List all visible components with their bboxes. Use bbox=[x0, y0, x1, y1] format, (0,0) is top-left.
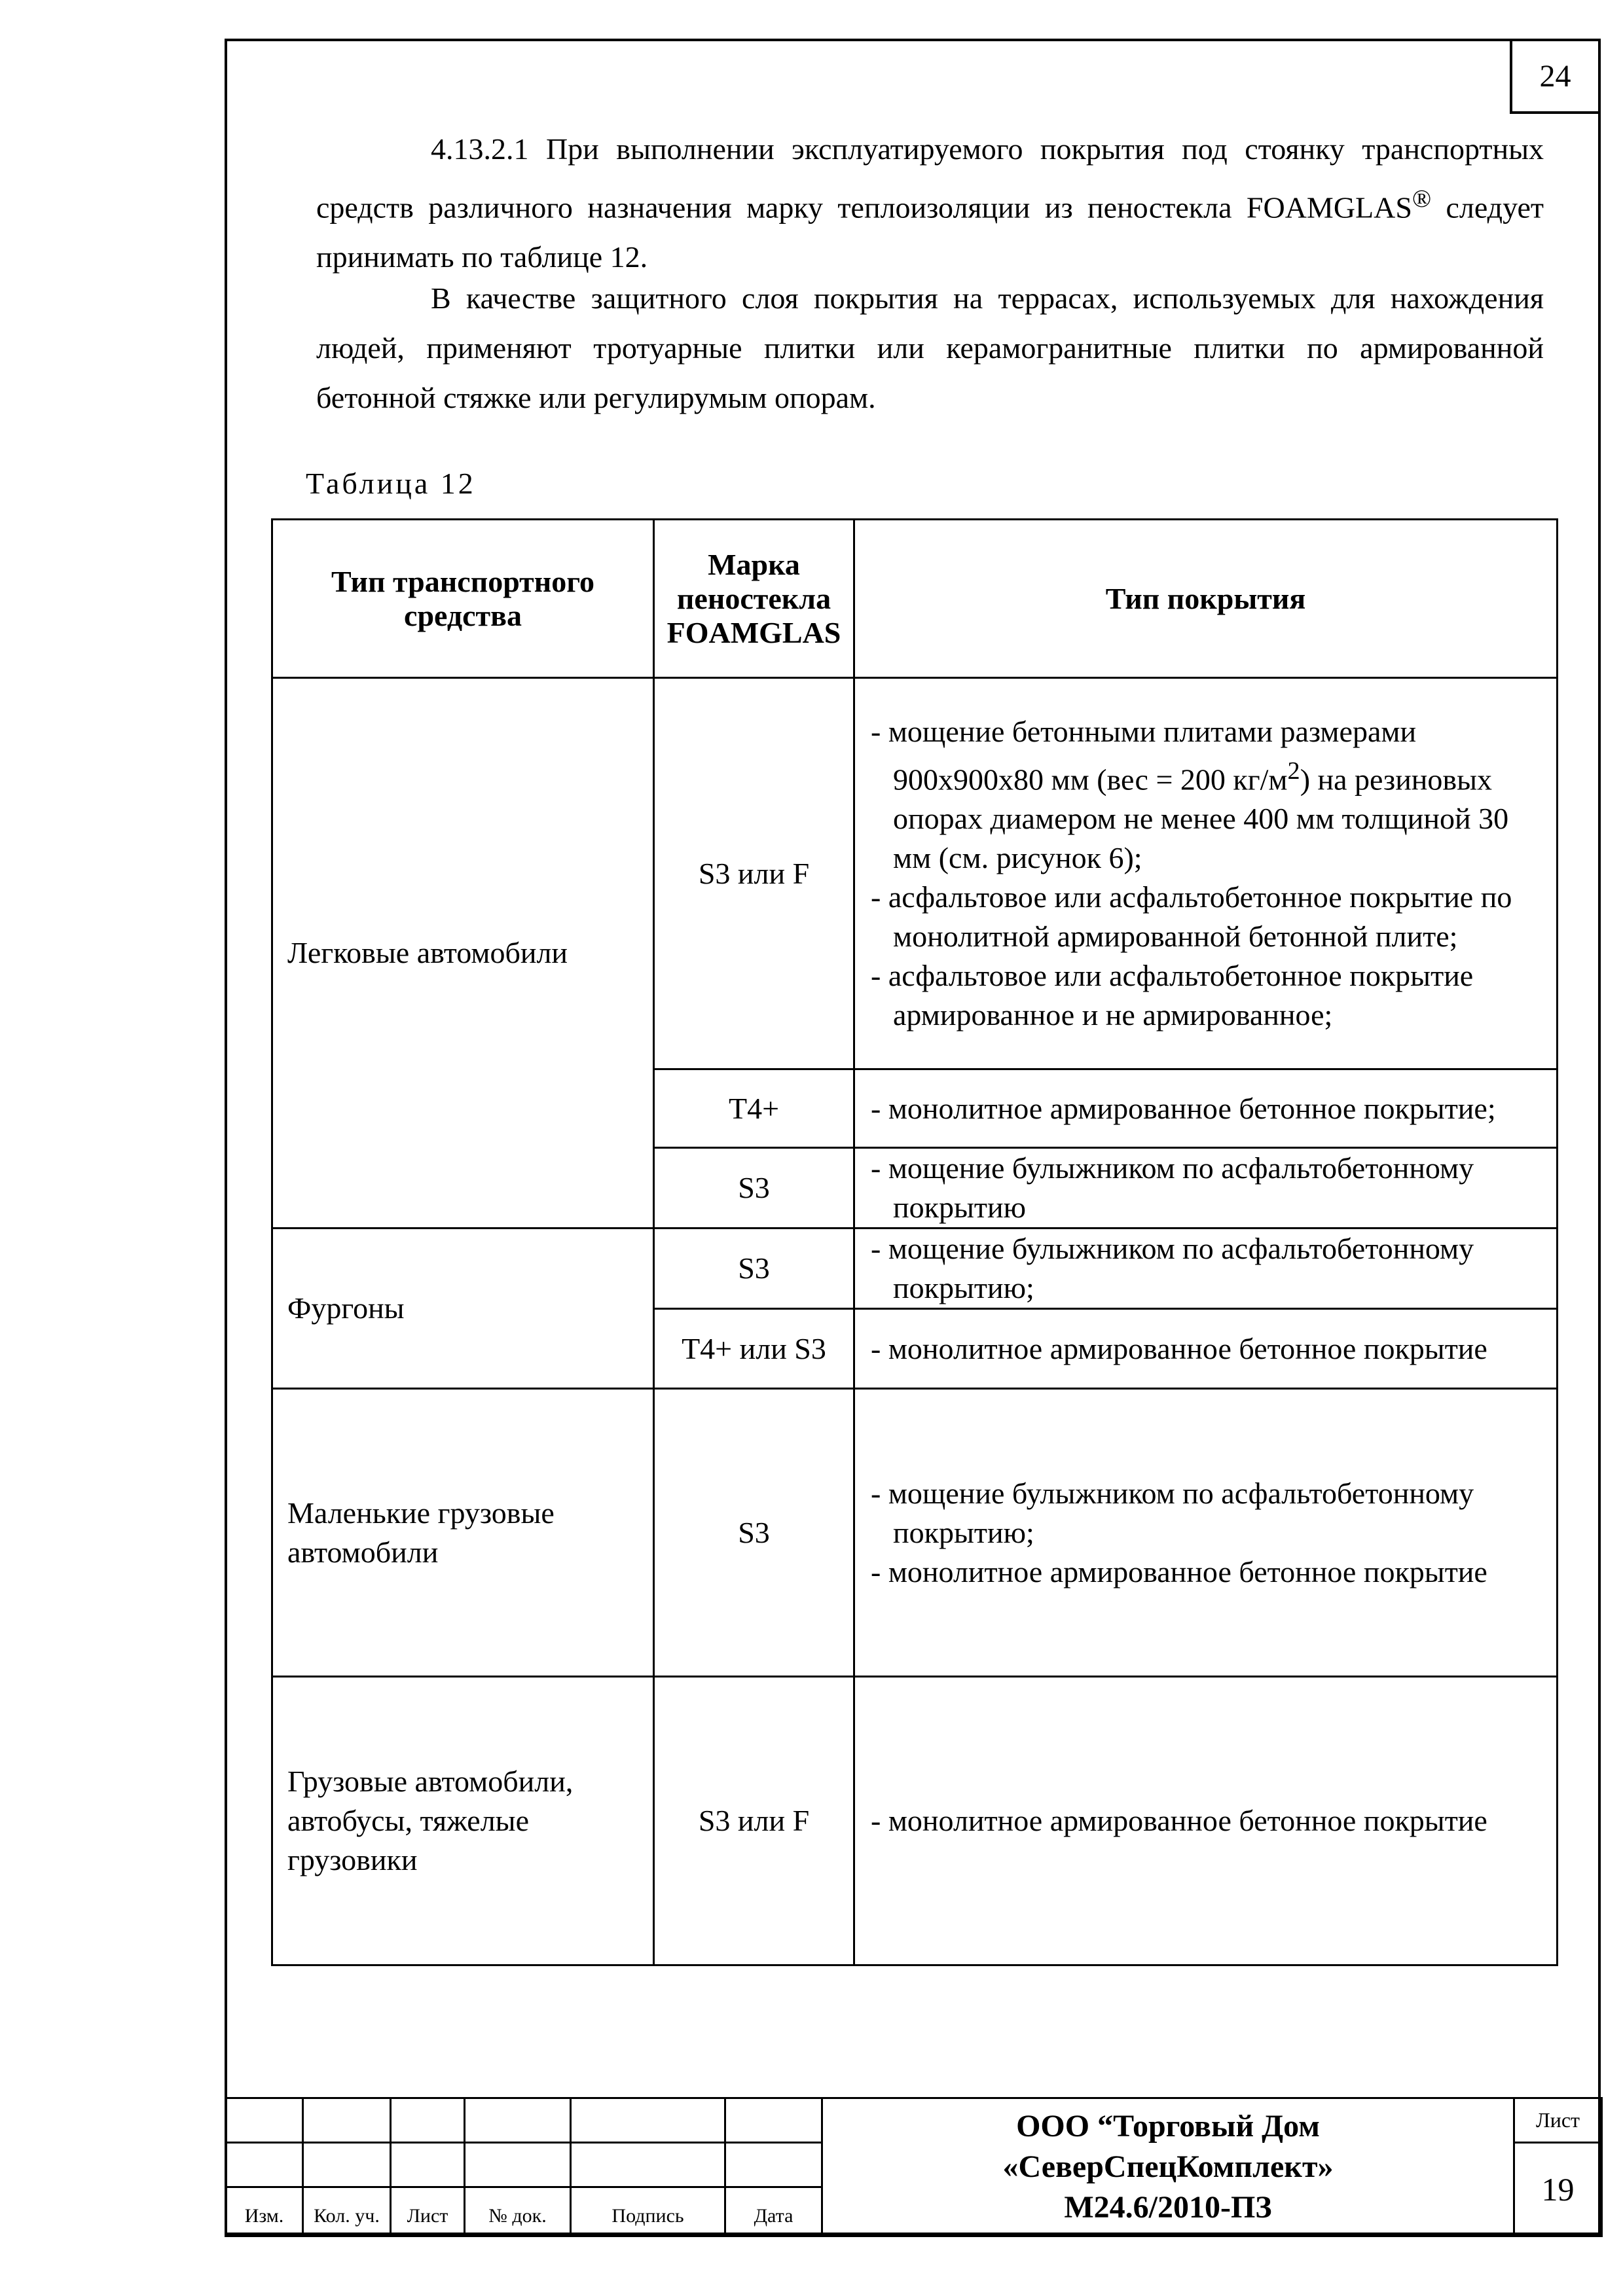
cover-item: - мощение булыжником по асфальтобетонному покрытию; bbox=[871, 1476, 1474, 1549]
table-caption: Таблица 12 bbox=[306, 467, 476, 500]
revision-cell bbox=[303, 2143, 391, 2187]
table-row bbox=[272, 1229, 1558, 1309]
table-row bbox=[272, 1677, 1558, 1965]
cover-item: - асфальтовое или асфальтобетонное покрытие по монолитной армированной бетонной плите; bbox=[871, 880, 1512, 954]
document-code: М24.6/2010-ПЗ bbox=[1064, 2190, 1272, 2225]
vehicle-cell: Фургоны bbox=[272, 1229, 654, 1389]
vehicle-cell: Легковые автомобили bbox=[272, 678, 654, 1229]
revision-cell bbox=[465, 2143, 571, 2187]
cover-cell bbox=[854, 1148, 1558, 1229]
cover-cell bbox=[854, 1389, 1558, 1677]
revision-cell bbox=[303, 2098, 391, 2143]
header-cover-type: Тип покрытия bbox=[854, 520, 1558, 678]
label-sheet: Лист bbox=[391, 2187, 465, 2236]
grade-cell: S3 bbox=[654, 1229, 854, 1309]
cover-item: - асфальтовое или асфальтобетонное покрытие армированное и не армированное; bbox=[871, 959, 1474, 1032]
sheet-label: Лист bbox=[1514, 2098, 1602, 2143]
coverage-table bbox=[271, 518, 1558, 1966]
label-date: Дата bbox=[725, 2187, 822, 2236]
label-change: Изм. bbox=[226, 2187, 303, 2236]
revision-cell bbox=[571, 2098, 725, 2143]
grade-cell: S3 bbox=[654, 1148, 854, 1229]
table-row bbox=[272, 1389, 1558, 1677]
revision-cell bbox=[725, 2098, 822, 2143]
cover-item: - монолитное армированное бетонное покрытие; bbox=[871, 1091, 1496, 1125]
org-line-2: «СеверСпецКомплект» bbox=[1002, 2149, 1334, 2184]
cover-cell bbox=[854, 1677, 1558, 1965]
revision-cell bbox=[226, 2098, 303, 2143]
cover-item: - мощение булыжником по асфальтобетонному покрытию bbox=[871, 1151, 1474, 1224]
cover-item: - мощение булыжником по асфальтобетонному покрытию; bbox=[871, 1232, 1474, 1304]
cover-cell bbox=[854, 1069, 1558, 1148]
org-line-1: ООО “Торговый Дом bbox=[1016, 2109, 1320, 2144]
paragraph-text: 4.13.2.1 При выполнении эксплуатируемого покрытия под стоянку транспортных средств различного назначения марку теплоизоляции из пеностекла FOAMGLAS bbox=[316, 132, 1544, 224]
organization-name bbox=[822, 2098, 1514, 2236]
revision-cell bbox=[725, 2143, 822, 2187]
table-row bbox=[272, 678, 1558, 1069]
grade-cell: S3 или F bbox=[654, 678, 854, 1069]
grade-cell: S3 bbox=[654, 1389, 854, 1677]
revision-cell bbox=[226, 2143, 303, 2187]
label-count: Кол. уч. bbox=[303, 2187, 391, 2236]
revision-cell bbox=[465, 2098, 571, 2143]
label-signature: Подпись bbox=[571, 2187, 725, 2236]
paragraph-protective-layer bbox=[316, 274, 1544, 423]
cover-cell bbox=[854, 1309, 1558, 1389]
label-doc-number: № док. bbox=[465, 2187, 571, 2236]
cover-item: - монолитное армированное бетонное покрытие bbox=[871, 1331, 1487, 1365]
superscript: 2 bbox=[1287, 757, 1300, 785]
grade-cell: T4+ bbox=[654, 1069, 854, 1148]
paragraph-4-13-2-1 bbox=[316, 124, 1544, 282]
cover-item-text: ) на резиновых опорах диамером не менее 400 мм толщиной 30 мм (см. рисунок 6); bbox=[893, 762, 1509, 875]
cover-cell bbox=[854, 678, 1558, 1069]
header-foamglas-grade: Марка пеностекла FOAMGLAS bbox=[654, 520, 854, 678]
grade-cell: S3 или F bbox=[654, 1677, 854, 1965]
page-number: 24 bbox=[1510, 39, 1601, 114]
cover-item bbox=[871, 712, 1548, 878]
revision-cell bbox=[391, 2098, 465, 2143]
cover-cell bbox=[854, 1229, 1558, 1309]
vehicle-cell: Маленькие грузовые автомобили bbox=[272, 1389, 654, 1677]
revision-cell bbox=[391, 2143, 465, 2187]
grade-cell: T4+ или S3 bbox=[654, 1309, 854, 1389]
cover-item-text: - мощение бетонными плитами размерами 900x900x80 мм (вес = 200 кг/м bbox=[871, 714, 1417, 797]
paragraph-text: В качестве защитного слоя покрытия на террасах, используемых для нахождения людей, применяют тротуарные плитки или керамогранитные плитки по армированной бетонной стяжке или регулирумым опорам. bbox=[316, 281, 1544, 414]
revision-cell bbox=[571, 2143, 725, 2187]
title-block bbox=[225, 2097, 1603, 2237]
cover-item: - монолитное армированное бетонное покрытие bbox=[871, 1804, 1487, 1837]
header-vehicle-type: Тип транспортного средства bbox=[272, 520, 654, 678]
vehicle-cell: Грузовые автомобили, автобусы, тяжелые грузовики bbox=[272, 1677, 654, 1965]
sheet-number: 19 bbox=[1514, 2143, 1602, 2236]
table-header-row bbox=[272, 520, 1558, 678]
paragraph-text: следует принимать по таблице 12. bbox=[316, 190, 1544, 274]
cover-item: - монолитное армированное бетонное покрытие bbox=[871, 1554, 1487, 1588]
registered-mark: ® bbox=[1412, 185, 1432, 213]
